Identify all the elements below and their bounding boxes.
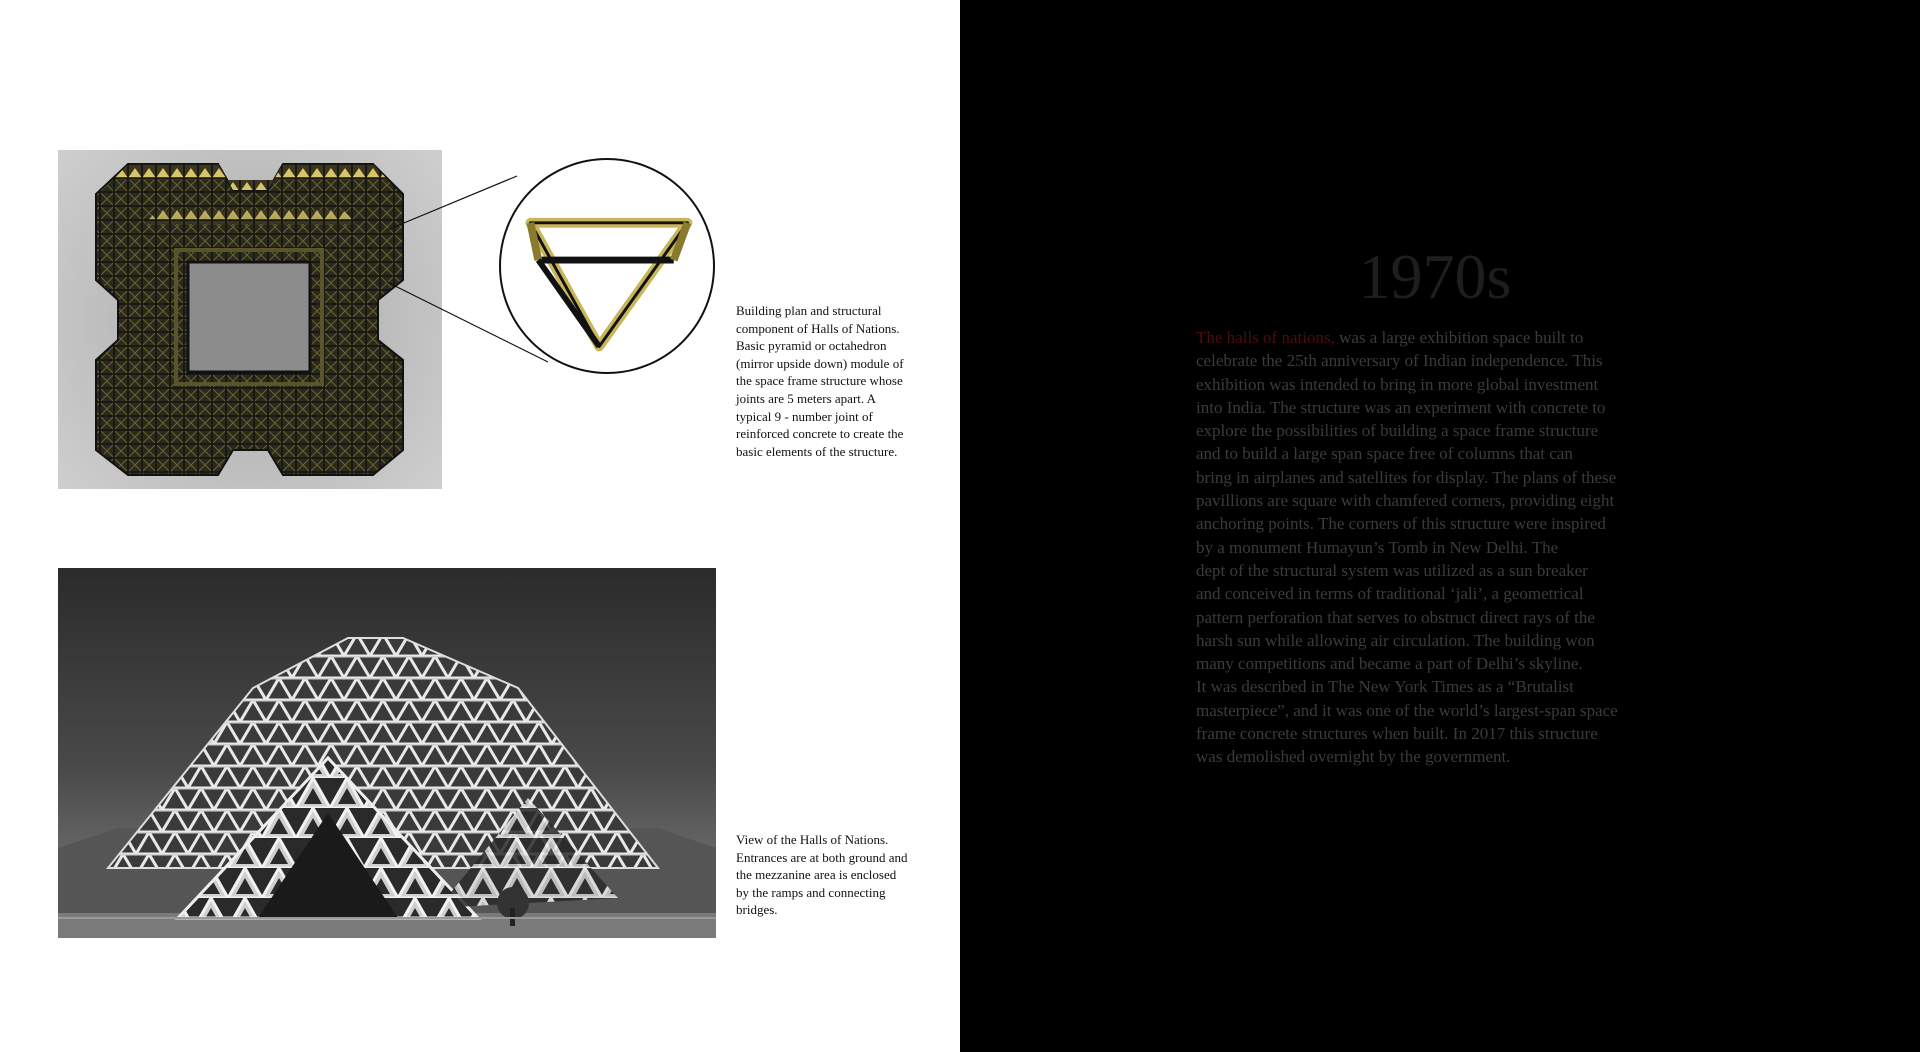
building-plan-image [58, 150, 442, 489]
photo-caption: View of the Halls of Nations. Entrances are at both ground and the mezzanine area is enclosed by the ramps and connecting bridges. [736, 832, 908, 918]
module-detail-circle [499, 158, 715, 374]
octahedron-module-image [501, 160, 713, 372]
body-paragraph: was a large exhibition space built to celebrate the 25th anniversary of Indian independence. This exhibition was intended to bring in more global investment into India. The structure was an experiment with concrete to explore the possibilities of building a space frame structure and to build a large span space free of columns that can bring in airplanes and satellites for display. The plans of these pavillions are square with chamfered corners, providing eight anchoring points. The corners of this structure were inspired by a monument Humayun’s Tomb in New Delhi. The dept of the structural system was utilized as a sun breaker and conceived in terms of traditional ‘jali’, a geometrical pattern perforation that serves to obstruct direct rays of the harsh sun while allowing air circulation. The building won many competitions and became a part of Delhi’s skyline. It was described in The New York Times as a “Brutalist masterpiece”, and it was one of the world’s largest-span space frame concrete structures when built. In 2017 this structure was demolished overnight by the government. [1196, 328, 1618, 767]
halls-of-nations-photo [58, 568, 716, 938]
body-highlight: The halls of nations, [1196, 328, 1335, 347]
plan-caption: Building plan and structural component of Halls of Nations. Basic pyramid or octahedron (mirror upside down) module of the space frame structure whose joints are 5 meters apart. A typical 9 - number joint of reinforced concrete to create the basic elements of the structure. [736, 303, 904, 459]
decade-heading: 1970s [1358, 241, 1512, 312]
body-text [1196, 326, 1676, 769]
